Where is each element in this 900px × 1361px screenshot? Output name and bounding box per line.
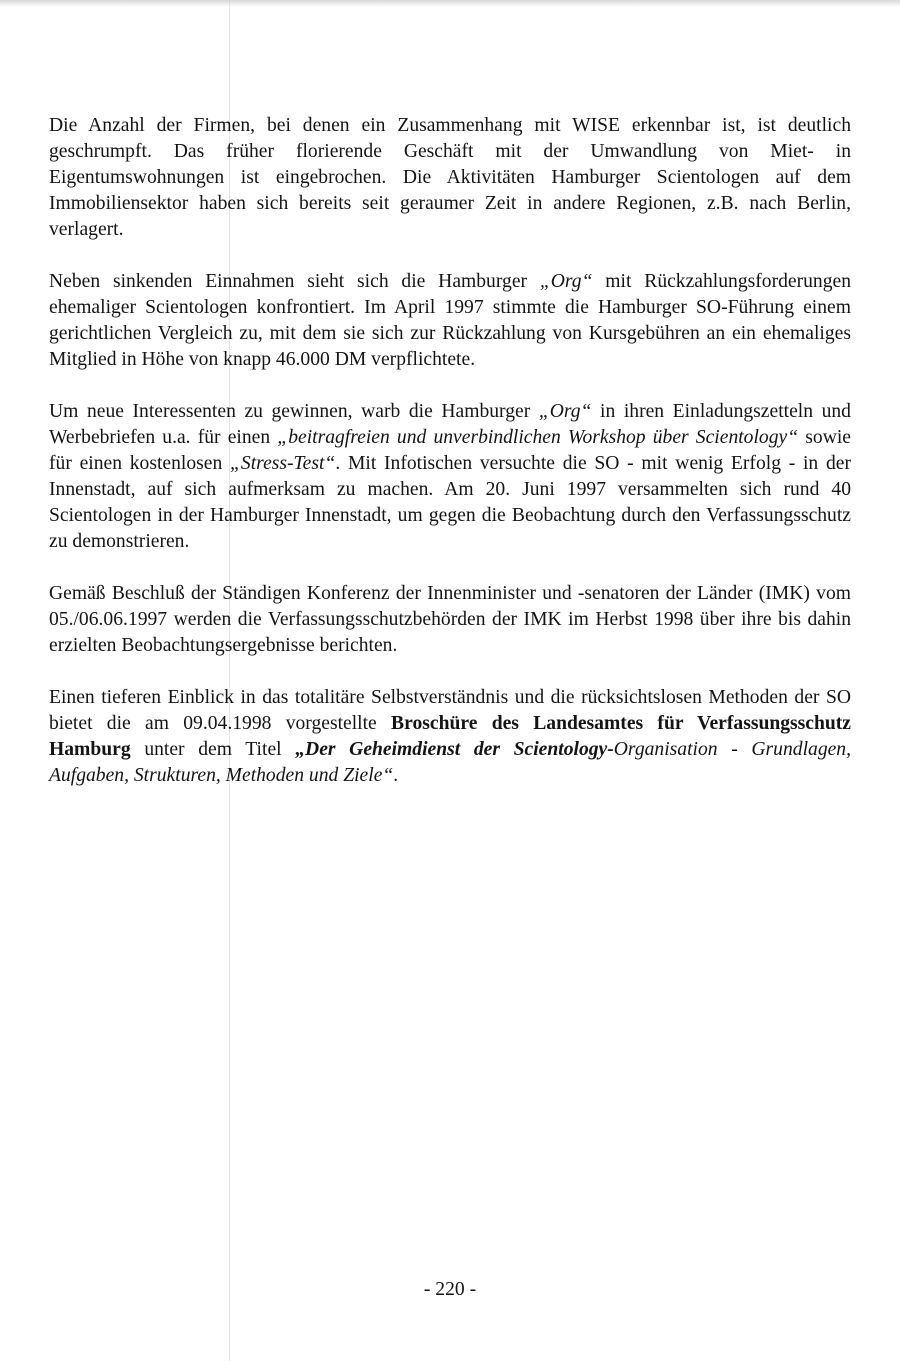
text-segment: .	[393, 765, 399, 786]
scan-top-edge	[0, 0, 900, 7]
org-term: „Org“	[538, 401, 592, 422]
paragraph-text: Die Anzahl der Firmen, bei denen ein Zusammenhang mit WISE erkennbar ist, ist deutlich geschrumpft. Das früher florierende Geschäft mit der Umwandlung von Miet- in Eigentumswohnungen ist eingebrochen. Die Aktivitäten Hamburger Scientologen auf dem Immobiliensektor haben sich bereits seit geraumer Zeit in andere Regionen, z.B. nach Berlin, verlagert.	[49, 115, 851, 240]
page-number: - 220 -	[423, 1279, 477, 1300]
text-segment: unter dem Titel	[130, 739, 296, 760]
text-segment: sowie für einen kostenlosen	[49, 427, 851, 474]
paragraph-brochure	[49, 685, 851, 789]
text-segment: Um neue Interessenten zu gewinnen, warb die Hamburger	[49, 401, 539, 422]
workshop-quote: „beitragfreien und unverbindlichen Workshop über Scientology“	[277, 427, 799, 448]
text-segment: Einen tieferen Einblick in das totalitäre Selbstverständnis und die rücksichtslosen Methoden der SO bietet die am 09.04.1998 vorgestellte	[49, 687, 851, 734]
text-segment: . Mit Infotischen versuchte die SO - mit wenig Erfolg - in der Innenstadt, auf sich aufmerksam zu machen. Am 20. Juni 1997 versammelten sich rund 40 Scientologen in der Hamburger Innenstadt, um gegen die Beobachtung durch den Verfassungsschutz zu demonstrieren.	[49, 453, 851, 552]
paragraph-wise-companies	[49, 113, 851, 243]
org-term: „Org“	[539, 271, 593, 292]
text-segment: in ihren Einladungszetteln und Werbebriefen u.a. für einen	[49, 401, 851, 448]
paragraph-imk-resolution	[49, 581, 851, 659]
paragraph-text: Gemäß Beschluß der Ständigen Konferenz der Innenminister und -senatoren der Länder (IMK) vom 05./06.06.1997 werden die Verfassungsschutzbehörden der IMK im Herbst 1998 über ihre bis dahin erzielten Beobachtungsergebnisse berichten.	[49, 583, 851, 656]
page-body	[49, 113, 851, 789]
text-segment: Neben sinkenden Einnahmen sieht sich die Hamburger	[49, 271, 540, 292]
stress-test-quote: „Stress-Test“	[230, 453, 336, 474]
text-segment: mit Rückzahlungsforderungen ehemaliger Scientologen konfrontiert. Im April 1997 stimmte die Hamburger SO-Führung einem gerichtlichen Vergleich zu, mit dem sie sich zur Rückzahlung von Kursgebühren an ein ehemaliges Mitglied in Höhe von knapp 46.000 DM verpflichtete.	[49, 271, 852, 370]
paragraph-recruitment	[49, 399, 851, 555]
brochure-name: Broschüre des Landesamtes für Verfassungsschutz Hamburg	[49, 713, 851, 760]
brochure-title-rest: Organisation - Grundlagen, Aufgaben, Strukturen, Methoden und Ziele“	[49, 739, 852, 786]
paragraph-repayment-claims	[49, 269, 851, 373]
brochure-title-bold: „Der Geheimdienst der Scientology-	[295, 739, 614, 760]
